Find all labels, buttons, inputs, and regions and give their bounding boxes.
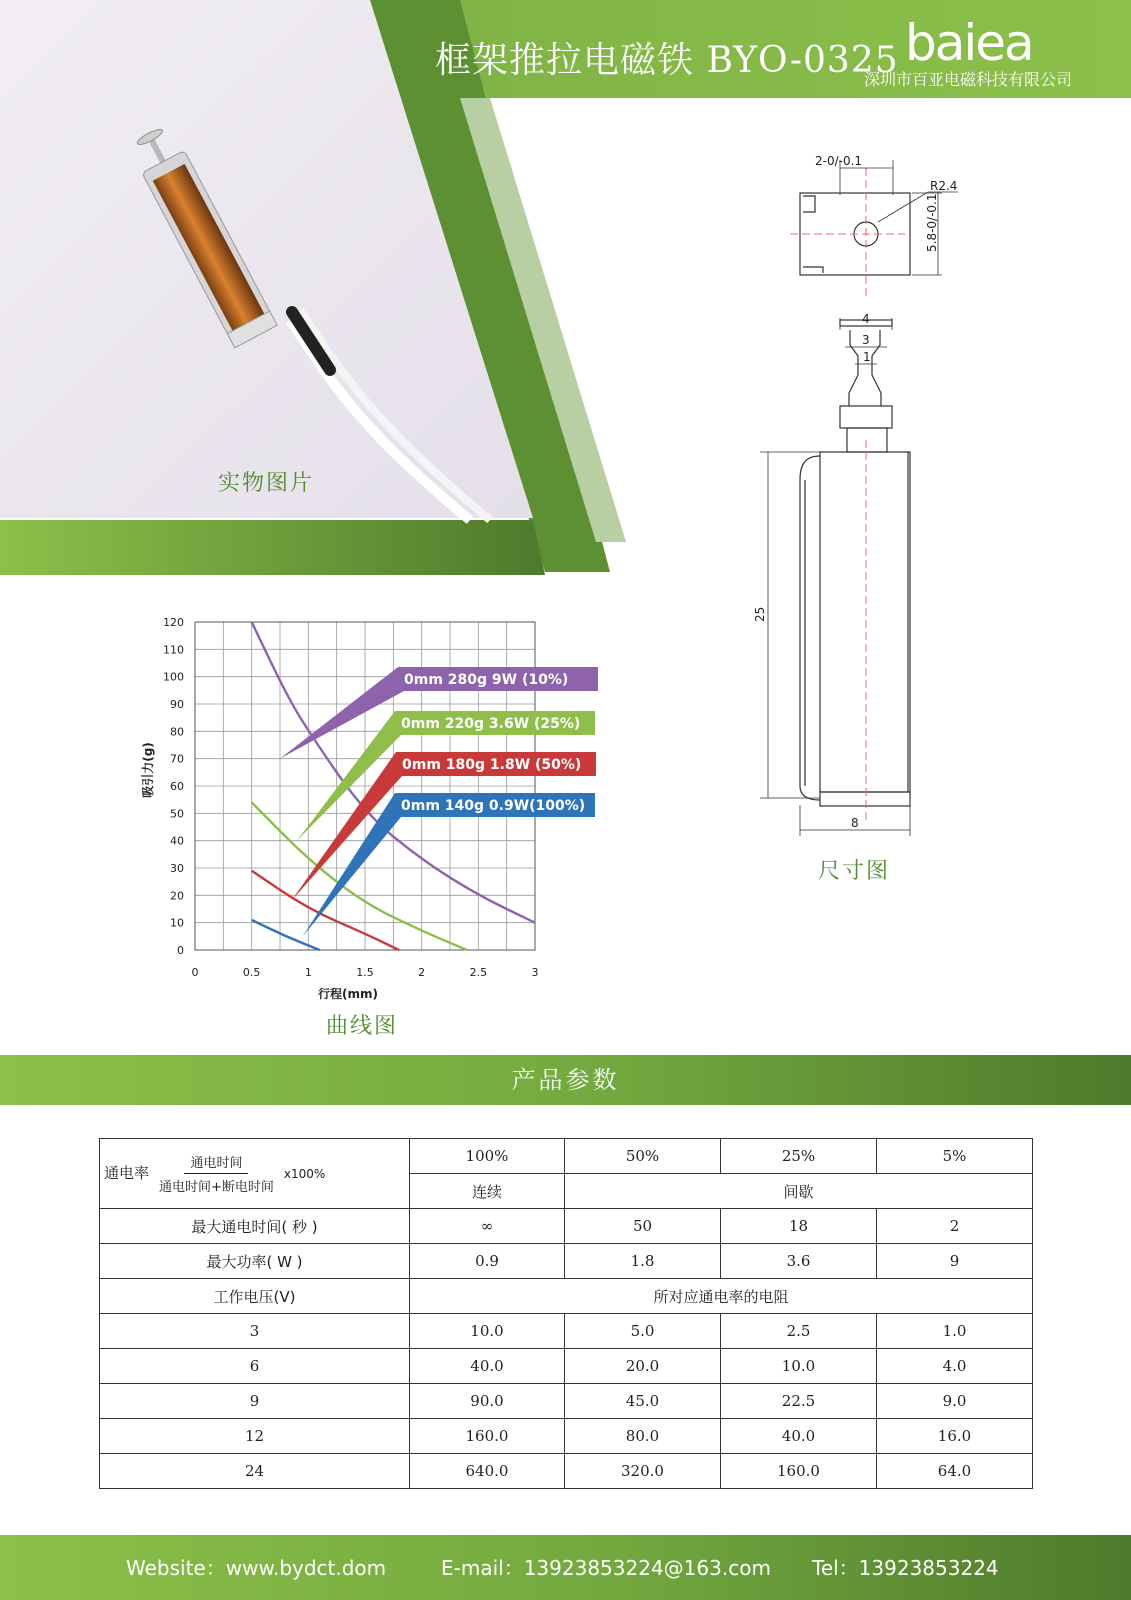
params-title: 产品参数 xyxy=(511,1066,620,1094)
resistance-value: 1.0 xyxy=(877,1314,1033,1349)
max-on-time-value: 50 xyxy=(565,1209,721,1244)
x-axis-label: 行程(mm) xyxy=(318,987,378,1001)
resistance-value: 45.0 xyxy=(565,1384,721,1419)
y-tick-label: 30 xyxy=(170,862,184,875)
table-row xyxy=(100,1314,1033,1349)
resistance-value: 160.0 xyxy=(410,1419,565,1454)
duty-cycle-5: 5% xyxy=(877,1139,1033,1174)
resistance-label: 所对应通电率的电阻 xyxy=(410,1279,1033,1314)
footer-website[interactable]: Website：www.bydct.dom xyxy=(126,1556,387,1580)
table-row xyxy=(100,1209,1033,1244)
max-on-time-value: 18 xyxy=(721,1209,877,1244)
duty-ratio-denominator: 通电时间+断电时间 xyxy=(159,1180,274,1195)
duty-cycle-50: 50% xyxy=(565,1139,721,1174)
max-power-label: 最大功率( W ) xyxy=(100,1244,410,1279)
footer-tel: Tel：13923853224 xyxy=(812,1556,999,1580)
duty-ratio-label: 通电率 xyxy=(104,1164,150,1182)
legend-label: 0mm 180g 1.8W (50%) xyxy=(402,757,582,773)
resistance-value: 5.0 xyxy=(565,1314,721,1349)
table-row xyxy=(100,1139,1033,1174)
voltage-value: 9 xyxy=(100,1384,410,1419)
x-tick-label: 2.5 xyxy=(469,966,488,979)
voltage-value: 3 xyxy=(100,1314,410,1349)
resistance-value: 10.0 xyxy=(721,1349,877,1384)
resistance-value: 80.0 xyxy=(565,1419,721,1454)
y-tick-label: 10 xyxy=(170,916,184,930)
voltage-value: 6 xyxy=(100,1349,410,1384)
series-line-1 xyxy=(252,802,467,950)
y-tick-label: 70 xyxy=(170,752,184,766)
table-row xyxy=(100,1454,1033,1489)
legend-label: 0mm 140g 0.9W(100%) xyxy=(401,798,586,814)
x-tick-label: 1 xyxy=(304,966,312,979)
dim-label-3: 3 xyxy=(862,333,870,347)
x-tick-label: 3 xyxy=(531,966,539,979)
table-row xyxy=(100,1419,1033,1454)
max-power-value: 3.6 xyxy=(721,1244,877,1279)
table-row xyxy=(100,1349,1033,1384)
dim-label-8: 8 xyxy=(851,816,859,830)
x-tick-label: 1.5 xyxy=(356,966,374,979)
series-line-2 xyxy=(252,871,399,950)
mode-intermittent: 间歇 xyxy=(565,1174,1033,1209)
resistance-value: 320.0 xyxy=(565,1454,721,1489)
y-tick-label: 20 xyxy=(170,889,184,903)
resistance-value: 16.0 xyxy=(877,1419,1033,1454)
force-stroke-chart xyxy=(130,600,610,1010)
footer-email[interactable]: E-mail：13923853224@163.com xyxy=(441,1556,771,1580)
y-tick-label: 90 xyxy=(170,698,184,711)
y-tick-label: 0 xyxy=(177,944,184,957)
duty-ratio-fraction xyxy=(153,1152,280,1195)
chart-callouts xyxy=(280,667,598,936)
max-on-time-value: 2 xyxy=(877,1209,1033,1244)
chart-caption: 曲线图 xyxy=(326,1014,399,1039)
resistance-value: 640.0 xyxy=(410,1454,565,1489)
max-on-time-label: 最大通电时间( 秒 ) xyxy=(100,1209,410,1244)
resistance-value: 160.0 xyxy=(721,1454,877,1489)
voltage-value: 12 xyxy=(100,1419,410,1454)
dim-label-radius: R2.4 xyxy=(930,179,958,193)
y-tick-label: 80 xyxy=(170,725,184,739)
company-name: 深圳市百亚电磁科技有限公司 xyxy=(864,70,1073,89)
y-tick-label: 100 xyxy=(163,670,184,684)
table-row xyxy=(100,1244,1033,1279)
dim-label-25: 25 xyxy=(753,606,767,622)
voltage-value: 24 xyxy=(100,1454,410,1489)
duty-cycle-100: 100% xyxy=(410,1139,565,1174)
spec-table xyxy=(99,1138,1033,1489)
resistance-value: 9.0 xyxy=(877,1384,1033,1419)
max-on-time-value: ∞ xyxy=(410,1209,565,1244)
series-line-3 xyxy=(252,920,320,950)
y-tick-label: 60 xyxy=(170,780,184,793)
legend-label: 0mm 220g 3.6W (25%) xyxy=(401,716,581,732)
max-power-value: 1.8 xyxy=(565,1244,721,1279)
dimension-drawing xyxy=(740,140,980,840)
max-power-value: 9 xyxy=(877,1244,1033,1279)
duty-ratio-numerator: 通电时间 xyxy=(184,1152,248,1174)
duty-ratio-formula xyxy=(100,1139,410,1209)
y-tick-label: 120 xyxy=(163,616,184,629)
duty-cycle-25: 25% xyxy=(721,1139,877,1174)
legend-label: 0mm 280g 9W (10%) xyxy=(404,672,569,688)
y-tick-label: 40 xyxy=(170,834,184,848)
resistance-value: 40.0 xyxy=(410,1349,565,1384)
duty-ratio-multiplier: x100% xyxy=(283,1167,326,1181)
resistance-value: 90.0 xyxy=(410,1384,565,1419)
voltage-label: 工作电压(V) xyxy=(100,1279,410,1314)
dim-label-height-tol: 5.8-0/-0.1 xyxy=(925,193,939,252)
y-tick-label: 110 xyxy=(163,643,184,657)
resistance-value: 20.0 xyxy=(565,1349,721,1384)
resistance-value: 2.5 xyxy=(721,1314,877,1349)
resistance-value: 4.0 xyxy=(877,1349,1033,1384)
product-title: 框架推拉电磁铁 BYO-0325 xyxy=(435,40,899,81)
y-axis-label: 吸引力(g) xyxy=(141,742,155,798)
dimension-caption: 尺寸图 xyxy=(818,859,891,884)
dim-label-4: 4 xyxy=(862,312,870,326)
photo-caption: 实物图片 xyxy=(218,471,315,496)
brand-logo: baiea xyxy=(905,14,1033,72)
dim-label-width-tol: 2-0/-0.1 xyxy=(815,154,863,168)
mode-continuous: 连续 xyxy=(410,1174,565,1209)
dim-label-1: 1 xyxy=(863,350,871,364)
x-tick-label: 0.5 xyxy=(242,966,261,979)
resistance-value: 22.5 xyxy=(721,1384,877,1419)
resistance-value: 64.0 xyxy=(877,1454,1033,1489)
y-tick-label: 50 xyxy=(170,807,184,821)
resistance-value: 10.0 xyxy=(410,1314,565,1349)
table-row xyxy=(100,1384,1033,1419)
x-tick-label: 0 xyxy=(191,966,199,979)
resistance-value: 40.0 xyxy=(721,1419,877,1454)
table-row xyxy=(100,1279,1033,1314)
x-tick-label: 2 xyxy=(418,966,426,979)
max-power-value: 0.9 xyxy=(410,1244,565,1279)
